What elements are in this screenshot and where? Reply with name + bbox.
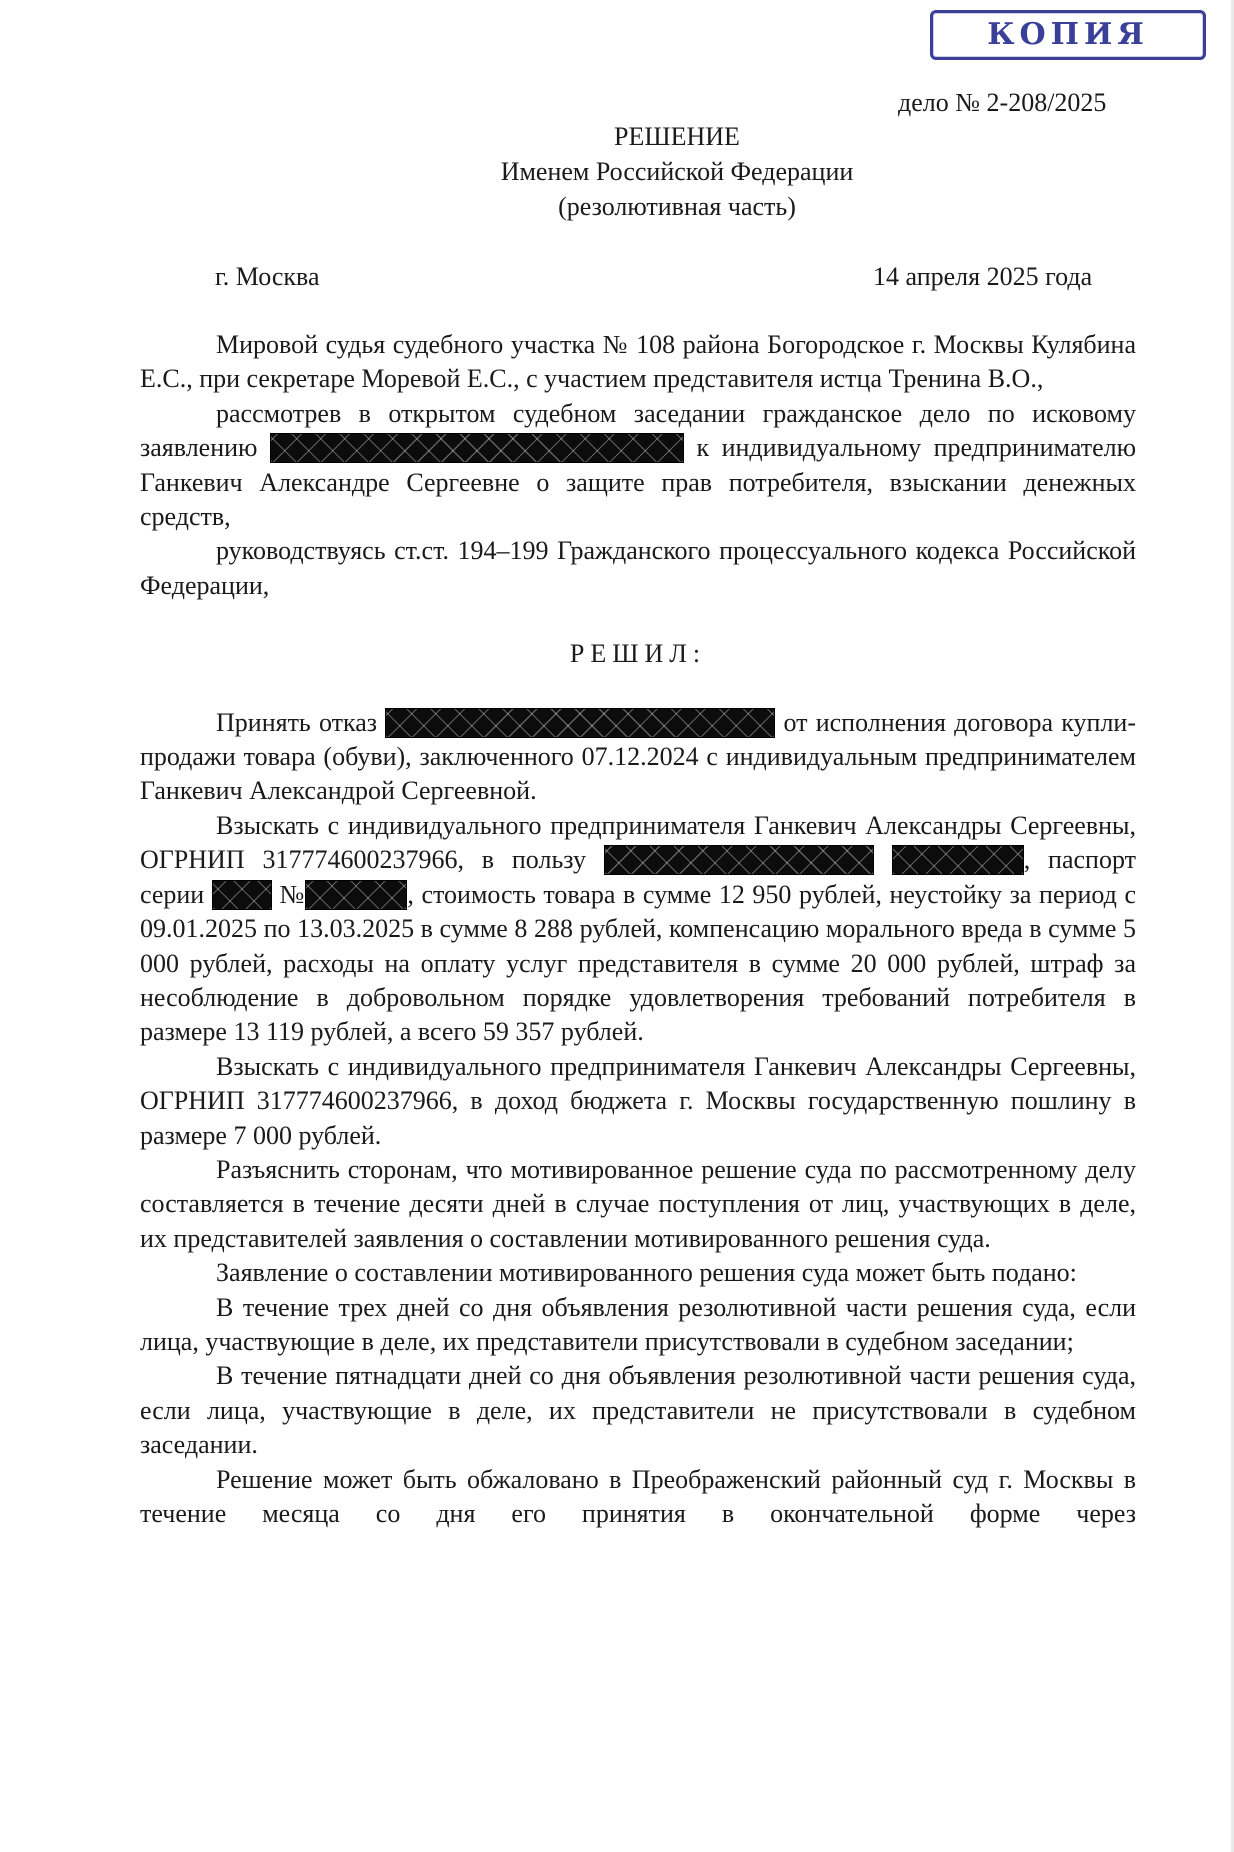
city: г. Москва	[215, 262, 320, 291]
decision-recovery-text-b: , паспорт серии	[140, 845, 1136, 909]
decision-recovery-text-a: Взыскать с индивидуального предпринимателя Ганкевич Александры Сергеевны, ОГРНИП 317774600237966, в пользу	[140, 810, 1136, 875]
intro-case-text-b: к индивидуальному предпринимателю Ганкевич Александре Сергеевне о защите прав потребителя, взыскании денежных средств,	[140, 433, 1137, 532]
redacted-plaintiff-name	[385, 708, 775, 738]
case-number: дело № 2-208/2025	[898, 88, 1107, 117]
intro-judge-paragraph: Мировой судья судебного участка № 108 района Богородское г. Москвы Кулябина Е.С., при секретаре Моревой Е.С., с участием представителя истца Тренина В.О.,	[140, 330, 1136, 394]
redacted-plaintiff-name	[604, 845, 874, 875]
spacer	[140, 603, 1136, 637]
decision-refusal-text-a: Принять отказ	[216, 707, 378, 737]
decision-appeal-paragraph: Решение может быть обжаловано в Преображенский районный суд г. Москвы в течение месяца со дня его принятия в окончательной форме через	[140, 1464, 1136, 1528]
intro-case-paragraph	[140, 397, 1136, 535]
intro-legal-basis-paragraph: руководствуясь ст.ст. 194–199 Гражданского процессуального кодекса Российской Федерации,	[140, 536, 1136, 600]
decision-explanation-paragraph: Разъяснить сторонам, что мотивированное решение суда по рассмотренному делу составляется в течение десяти дней в случае поступления от лиц, участвующих в деле, их представителей заявления о составлении мотивированного решения суда.	[140, 1154, 1136, 1253]
redacted-plaintiff-name-cont	[892, 845, 1024, 875]
decision-date: 14 апреля 2025 года	[873, 262, 1093, 291]
document-subtitle-federation: Именем Российской Федерации	[500, 157, 854, 186]
document-body	[140, 328, 1136, 1531]
document-subtitle-part: (резолютивная часть)	[558, 192, 796, 221]
decision-recovery-text-c: №	[279, 879, 306, 909]
decision-duty-paragraph: Взыскать с индивидуального предпринимателя Ганкевич Александры Сергеевны, ОГРНИП 317774600237966, в доход бюджета г. Москвы государственную пошлину в размере 7 000 рублей.	[140, 1051, 1136, 1150]
redacted-plaintiff-name	[270, 433, 684, 463]
decision-refusal-text-b: от исполнения договора купли-продажи товара (обуви), заключенного 07.12.2024 с индивидуальным предпринимателем Ганкевич Александрой Сергеевной.	[140, 707, 1137, 806]
redacted-passport-number	[305, 880, 407, 910]
decision-recovery-text-d: , стоимость товара в сумме 12 950 рублей, неустойку за период с 09.01.2025 по 13.03.2025 в сумме 8 288 рублей, компенсацию морального вреда в сумме 5 000 рублей, расходы на оплату услуг представителя в сумме 20 000 рублей, штраф за несоблюдение в добровольном порядке удовлетворения требований потребителя в размере 13 119 рублей, а всего 59 357 рублей.	[140, 879, 1137, 1047]
decided-heading: РЕШИЛ:	[569, 639, 707, 669]
document-title: РЕШЕНИЕ	[614, 122, 740, 151]
decision-refusal-paragraph	[140, 706, 1136, 809]
spacer	[140, 672, 1136, 706]
decision-fifteen-days-paragraph: В течение пятнадцати дней со дня объявления резолютивной части решения суда, если лица, участвующие в деле, их представители не присутствовали в судебном заседании.	[140, 1361, 1136, 1460]
decision-three-days-paragraph: В течение трех дней со дня объявления резолютивной части решения суда, если лица, участвующие в деле, их представители присутствовали в судебном заседании;	[140, 1292, 1136, 1356]
decision-application-paragraph: Заявление о составлении мотивированного решения суда может быть подано:	[216, 1258, 1077, 1288]
copy-stamp: КОПИЯ	[930, 10, 1206, 60]
intro-case-text-a: рассмотрев в открытом судебном заседании гражданское дело по исковому заявлению	[140, 398, 1136, 463]
decision-recovery-paragraph	[140, 809, 1136, 1050]
redacted-passport-series	[212, 880, 272, 910]
